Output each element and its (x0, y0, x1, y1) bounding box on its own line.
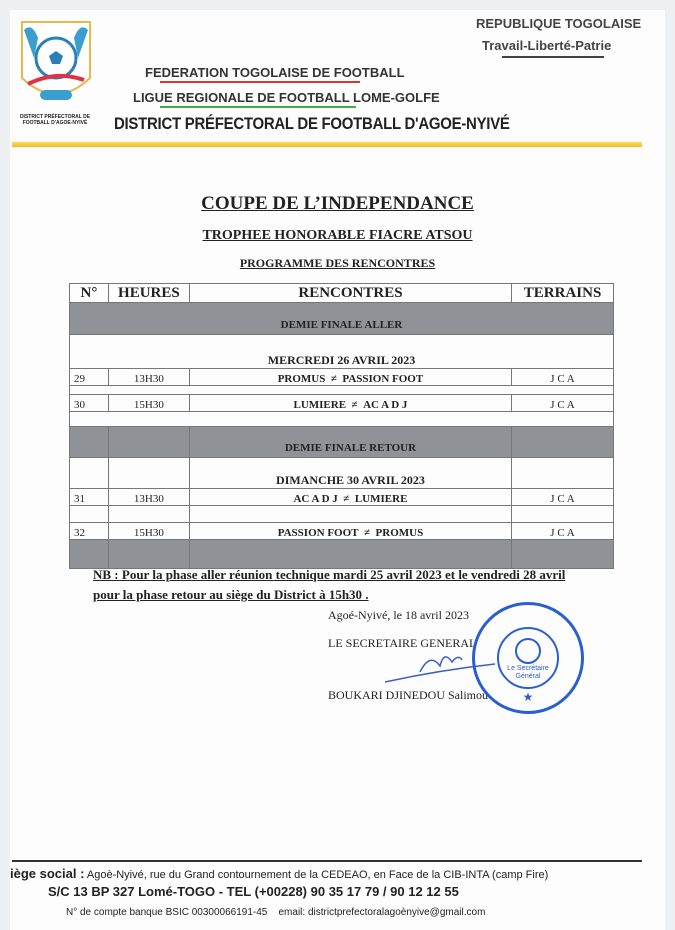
schedule-table (69, 283, 614, 569)
spacer-row (70, 506, 614, 523)
match-time: 13H30 (108, 489, 189, 506)
match-time: 13H30 (108, 369, 189, 386)
red-underline (160, 81, 360, 83)
motto-underline (502, 56, 604, 58)
republic-label: REPUBLIQUE TOGOLAISE (476, 16, 642, 31)
match-number: 32 (70, 523, 109, 540)
signatory-role: LE SECRETAIRE GENERAL (328, 636, 477, 650)
date-row (70, 335, 614, 369)
footer-divider (12, 860, 642, 862)
svg-text:★: ★ (522, 690, 534, 704)
table-row (70, 395, 614, 412)
footer-postal: S/C 13 BP 327 Lomé-TOGO - TEL (+00228) 90 35 17 79 / 90 12 12 55 (48, 884, 459, 899)
table-row (70, 523, 614, 540)
phase-label: DEMIE FINALE ALLER (70, 303, 614, 335)
note: NB : Pour la phase aller réunion technique mardi 25 avril 2023 et le vendredi 28 avril pour la phase retour au siège du District à 15h30 . (93, 567, 566, 602)
date-row (70, 458, 614, 489)
trophy-title: TROPHEE HONORABLE FIACRE ATSOU (202, 228, 473, 243)
spacer-row (70, 386, 614, 395)
match-teams: AC A D J ≠ LUMIERE (189, 489, 511, 506)
motto: Travail-Liberté-Patrie (482, 38, 612, 53)
table-row (70, 369, 614, 386)
league-name: LIGUE REGIONALE DE FOOTBALL LOME-GOLFE (133, 90, 440, 105)
dpfan-logo (14, 18, 98, 110)
official-stamp: ★ Le Secrétaire Général (472, 602, 584, 714)
date-label: DIMANCHE 30 AVRIL 2023 (189, 458, 511, 489)
date-label: MERCREDI 26 AVRIL 2023 (70, 335, 614, 369)
match-teams: LUMIERE ≠ AC A D J (189, 395, 511, 412)
match-teams: PROMUS ≠ PASSION FOOT (189, 369, 511, 386)
spacer-row (70, 412, 614, 427)
header-divider (12, 142, 642, 147)
col-header-fields: TERRAINS (512, 284, 614, 303)
district-name: DISTRICT PRÉFECTORAL DE FOOTBALL D'AGOE-NYIVÉ (114, 114, 510, 133)
match-time: 15H30 (108, 395, 189, 412)
phase-row (70, 427, 614, 458)
programme-title: PROGRAMME DES RENCONTRES (239, 256, 436, 270)
table-header-row (70, 284, 614, 303)
match-field: J C A (512, 489, 614, 506)
match-teams: PASSION FOOT ≠ PROMUS (189, 523, 511, 540)
place-date: Agoé-Nyivé, le 18 avril 2023 (328, 608, 469, 622)
match-field: J C A (512, 395, 614, 412)
match-field: J C A (512, 523, 614, 540)
green-underline (160, 106, 356, 108)
match-number: 30 (70, 395, 109, 412)
match-field: J C A (512, 369, 614, 386)
footer-address: iège social : Agoè-Nyivé, rue du Grand contournement de la CEDEAO, en Face de la CIB-INTA (camp Fire) (10, 866, 549, 881)
logo-caption: DISTRICT PRÉFECTORAL DE FOOTBALL D'AGOE-NYIVÉ (19, 114, 91, 126)
col-header-number: N° (70, 284, 109, 303)
phase-row (70, 303, 614, 335)
table-row (70, 489, 614, 506)
cup-title: COUPE DE L’INDEPENDANCE (201, 193, 474, 214)
match-time: 15H30 (108, 523, 189, 540)
federation-name: FEDERATION TOGOLAISE DE FOOTBALL (145, 65, 405, 80)
col-header-matches: RENCONTRES (189, 284, 511, 303)
signatory-name: BOUKARI DJINEDOU Salimou (328, 688, 488, 702)
footer-bank: N° de compte banque BSIC 00300066191-45 email: districtprefectoralagoènyive@gmail.com (66, 907, 486, 918)
match-number: 31 (70, 489, 109, 506)
match-number: 29 (70, 369, 109, 386)
phase-label: DEMIE FINALE RETOUR (189, 427, 511, 458)
col-header-time: HEURES (108, 284, 189, 303)
